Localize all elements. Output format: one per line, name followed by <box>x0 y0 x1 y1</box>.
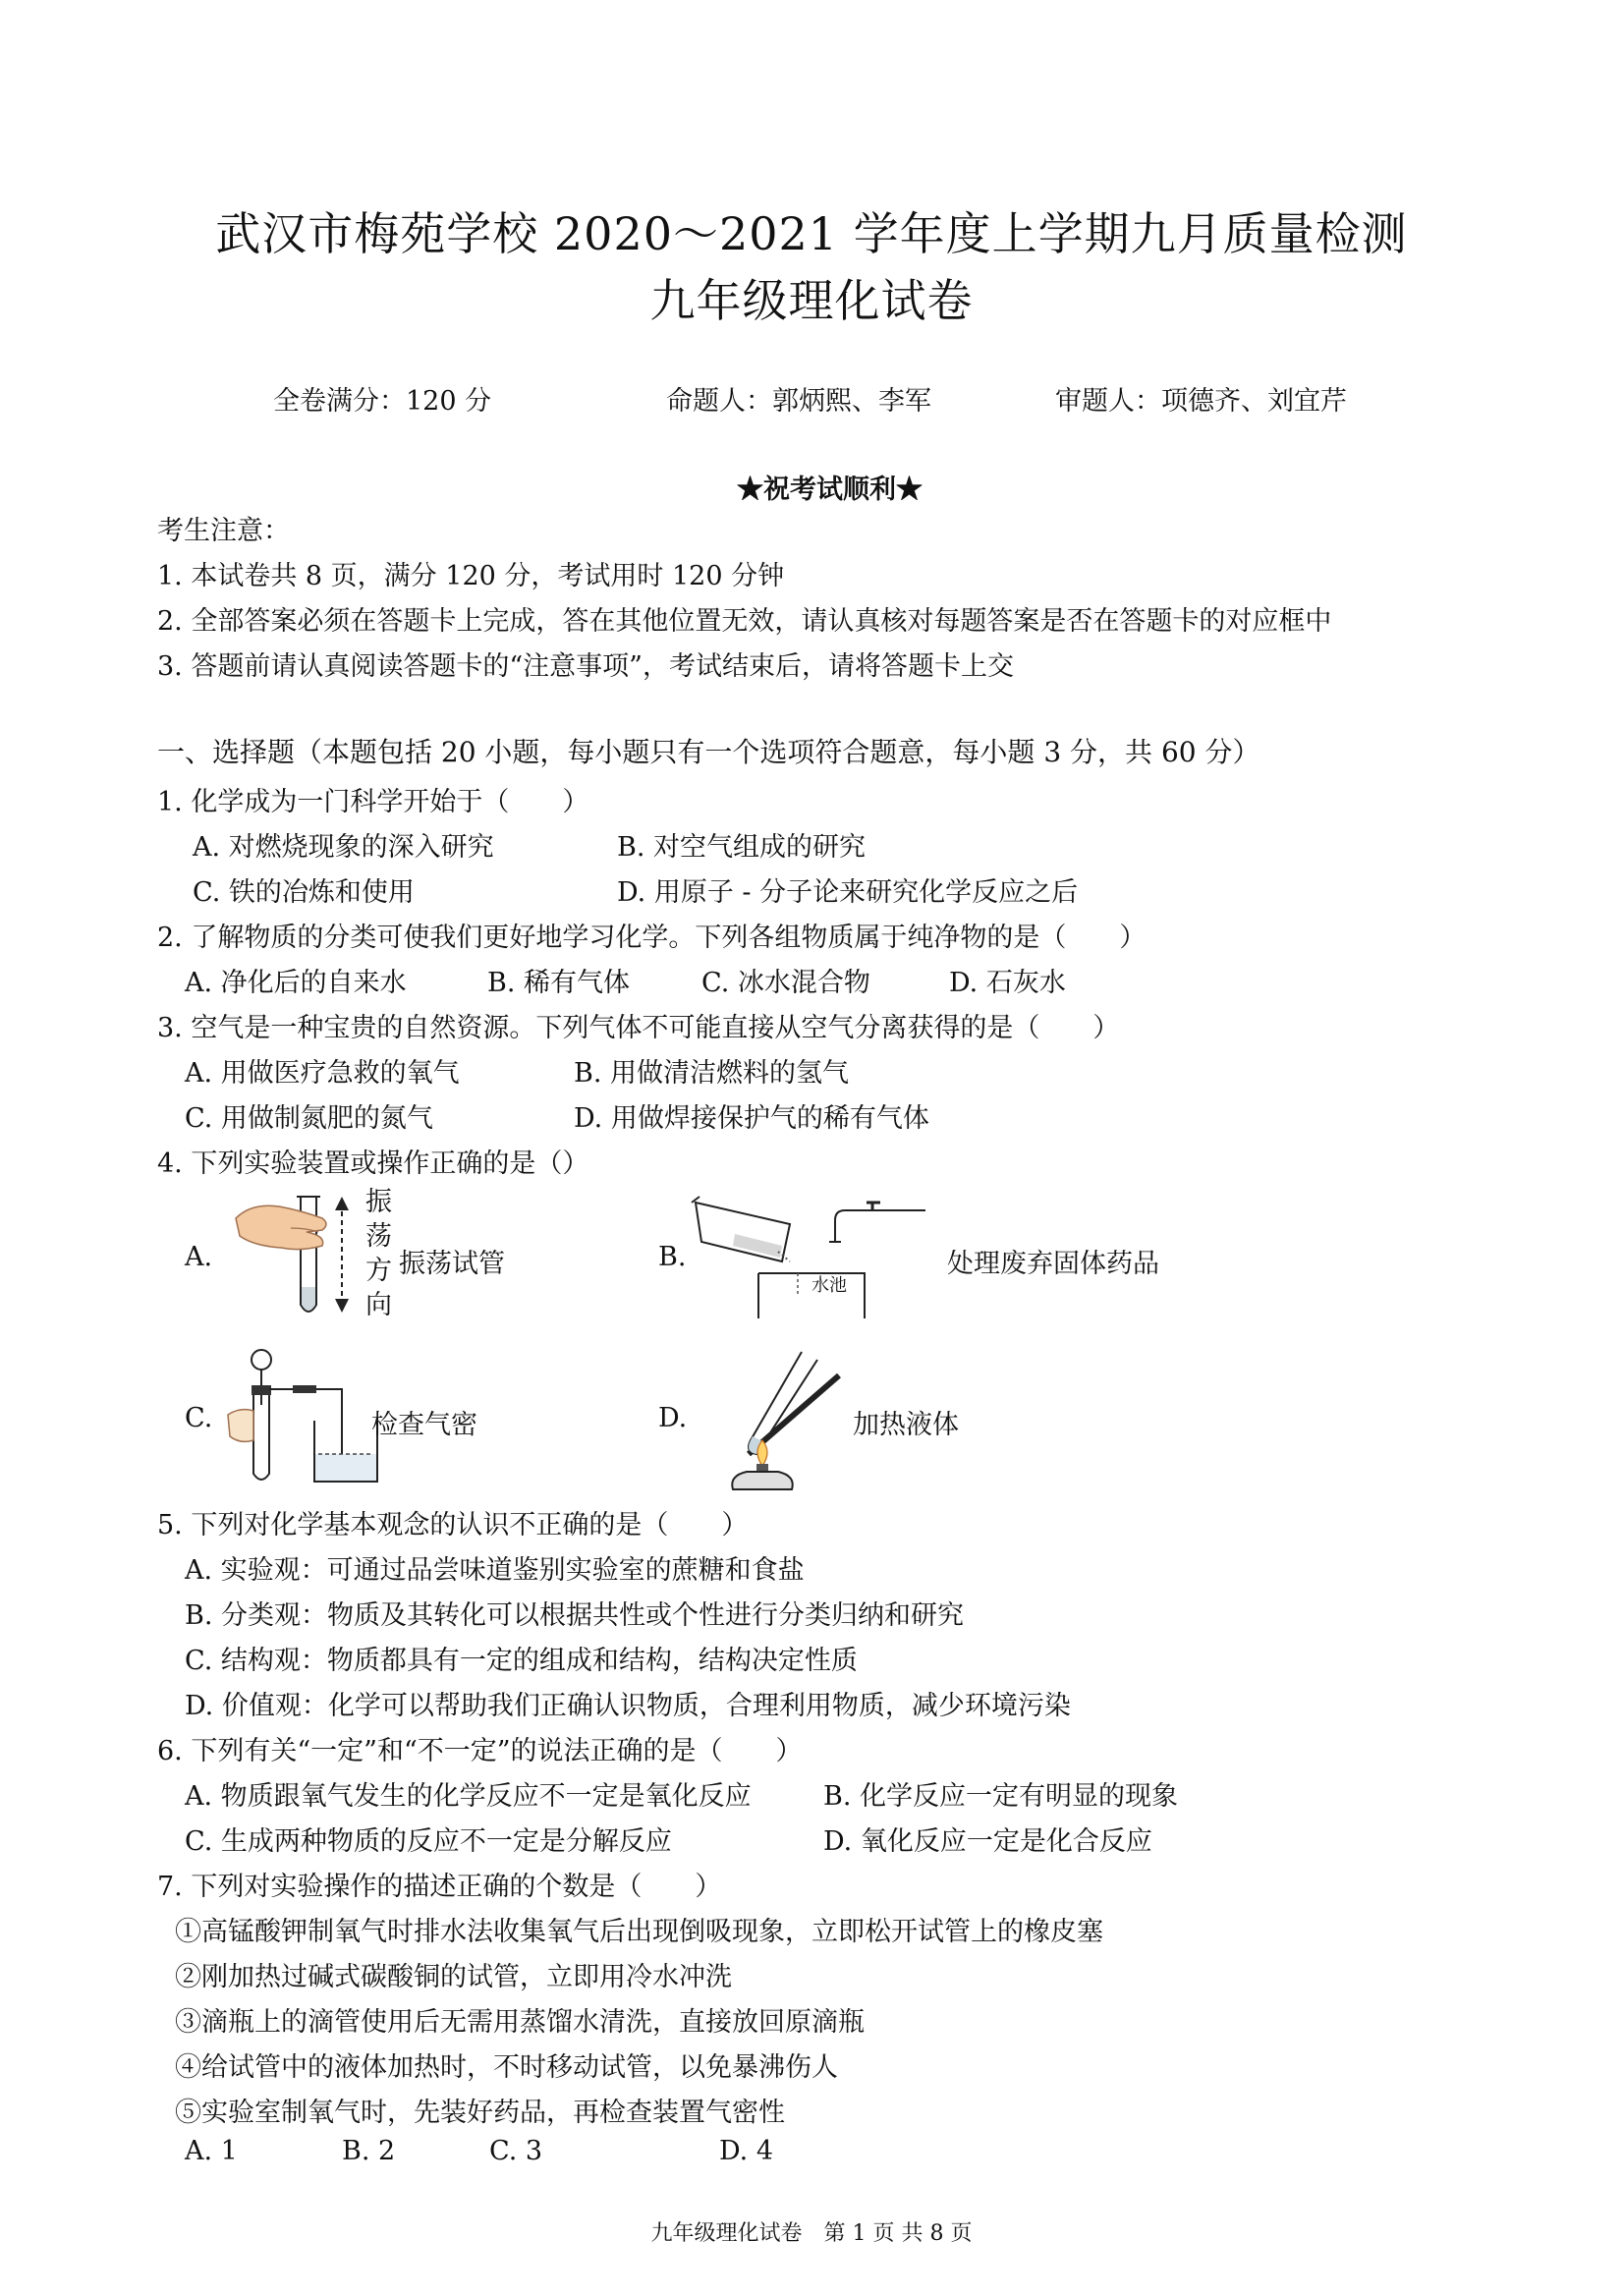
discard-solid-into-sink-icon <box>688 1191 933 1318</box>
q2-stem: 2. 了解物质的分类可使我们更好地学习化学。下列各组物质属于纯净物的是（ ） <box>157 923 1147 953</box>
q7-item-4: ④给试管中的液体加热时，不时移动试管，以免暴沸伤人 <box>175 2052 838 2083</box>
notice-item-2: 2. 全部答案必须在答题卡上完成，答在其他位置无效，请认真核对每题答案是否在答题卡的对应框中 <box>157 606 1332 637</box>
shake-direction-char: 向 <box>365 1290 392 1320</box>
q2-option-d: D. 石灰水 <box>949 968 1066 998</box>
q7-option-d: D. 4 <box>719 2136 774 2166</box>
setter: 命题人：郭炳熙、李军 <box>666 386 931 417</box>
q6-option-c: C. 生成两种物质的反应不一定是分解反应 <box>185 1826 672 1857</box>
q4-option-b-letter: B. <box>658 1242 687 1272</box>
full-score: 全卷满分：120 分 <box>273 386 492 417</box>
q5-option-c: C. 结构观：物质都具有一定的组成和结构，结构决定性质 <box>185 1646 858 1676</box>
q7-option-b: B. 2 <box>342 2136 396 2166</box>
exam-title-line1: 武汉市梅苑学校 2020～2021 学年度上学期九月质量检测 <box>215 207 1408 260</box>
shake-direction-label <box>365 1185 395 1322</box>
heating-liquid-icon <box>700 1346 847 1493</box>
q4-option-a-label: 振荡试管 <box>399 1249 505 1279</box>
q7-item-5: ⑤实验室制氧气时，先装好药品，再检查装置气密性 <box>175 2098 785 2128</box>
q1-option-b: B. 对空气组成的研究 <box>617 832 867 863</box>
q7-option-a: A. 1 <box>185 2136 238 2166</box>
airtightness-check-icon <box>224 1346 381 1485</box>
q4-option-a-letter: A. <box>185 1242 213 1272</box>
q7-option-c: C. 3 <box>489 2136 543 2166</box>
q6-option-b: B. 化学反应一定有明显的现象 <box>823 1781 1179 1812</box>
shake-direction-char: 荡 <box>365 1221 392 1252</box>
q7-item-2: ②刚加热过碱式碳酸铜的试管，立即用冷水冲洗 <box>175 1962 732 1992</box>
q2-option-a: A. 净化后的自来水 <box>185 968 407 998</box>
q5-option-b: B. 分类观：物质及其转化可以根据共性或个性进行分类归纳和研究 <box>185 1600 965 1631</box>
q2-option-b: B. 稀有气体 <box>487 968 631 998</box>
q3-option-d: D. 用做焊接保护气的稀有气体 <box>574 1103 929 1134</box>
q4-option-d-label: 加热液体 <box>853 1410 959 1440</box>
q4-option-d-letter: D. <box>658 1403 688 1433</box>
q7-item-1: ①高锰酸钾制氧气时排水法收集氧气后出现倒吸现象，立即松开试管上的橡皮塞 <box>175 1917 1103 1947</box>
q3-option-b: B. 用做清洁燃料的氢气 <box>574 1058 850 1089</box>
notice-heading: 考生注意： <box>157 516 290 546</box>
q7-stem: 7. 下列对实验操作的描述正确的个数是（ ） <box>157 1872 722 1902</box>
q7-item-3: ③滴瓶上的滴管使用后无需用蒸馏水清洗，直接放回原滴瓶 <box>175 2007 865 2038</box>
q1-option-a: A. 对燃烧现象的深入研究 <box>193 832 494 863</box>
q4-option-c-label: 检查气密 <box>371 1410 477 1440</box>
q4-option-c-letter: C. <box>185 1403 213 1433</box>
q4-option-b-label: 处理废弃固体药品 <box>947 1249 1159 1279</box>
blessing: ★祝考试顺利★ <box>737 475 923 505</box>
q2-option-c: C. 冰水混合物 <box>701 968 870 998</box>
q1-option-d: D. 用原子 - 分子论来研究化学反应之后 <box>617 877 1079 908</box>
section-heading: 一、选择题（本题包括 20 小题，每小题只有一个选项符合题意，每小题 3 分，共 60 分） <box>157 736 1260 768</box>
q3-stem: 3. 空气是一种宝贵的自然资源。下列气体不可能直接从空气分离获得的是（ ） <box>157 1013 1120 1043</box>
q6-option-d: D. 氧化反应一定是化合反应 <box>823 1826 1152 1857</box>
notice-item-1: 1. 本试卷共 8 页，满分 120 分，考试用时 120 分钟 <box>157 561 785 591</box>
shake-direction-char: 振 <box>365 1187 392 1217</box>
reviewer: 审题人：项德齐、刘宜芹 <box>1055 386 1347 417</box>
shaking-test-tube-icon <box>232 1189 360 1326</box>
q5-stem: 5. 下列对化学基本观念的认识不正确的是（ ） <box>157 1510 749 1540</box>
q6-stem: 6. 下列有关“一定”和“不一定”的说法正确的是（ ） <box>157 1736 803 1766</box>
q6-option-a: A. 物质跟氧气发生的化学反应不一定是氧化反应 <box>185 1781 752 1812</box>
exam-title-line2: 九年级理化试卷 <box>649 274 974 327</box>
q1-stem: 1. 化学成为一门科学开始于（ ） <box>157 787 589 817</box>
q1-option-c: C. 铁的冶炼和使用 <box>193 877 415 908</box>
q5-option-a: A. 实验观：可通过品尝味道鉴别实验室的蔗糖和食盐 <box>185 1555 805 1586</box>
sink-label: 水池 <box>812 1275 847 1296</box>
q3-option-a: A. 用做医疗急救的氧气 <box>185 1058 460 1089</box>
shake-direction-char: 方 <box>365 1256 392 1286</box>
page-footer: 九年级理化试卷 第 1 页 共 8 页 <box>650 2221 973 2246</box>
q4-stem: 4. 下列实验装置或操作正确的是（） <box>157 1148 589 1179</box>
q5-option-d: D. 价值观：化学可以帮助我们正确认识物质，合理利用物质，减少环境污染 <box>185 1691 1071 1721</box>
q3-option-c: C. 用做制氮肥的氮气 <box>185 1103 433 1134</box>
notice-item-3: 3. 答题前请认真阅读答题卡的“注意事项”，考试结束后，请将答题卡上交 <box>157 651 1014 682</box>
